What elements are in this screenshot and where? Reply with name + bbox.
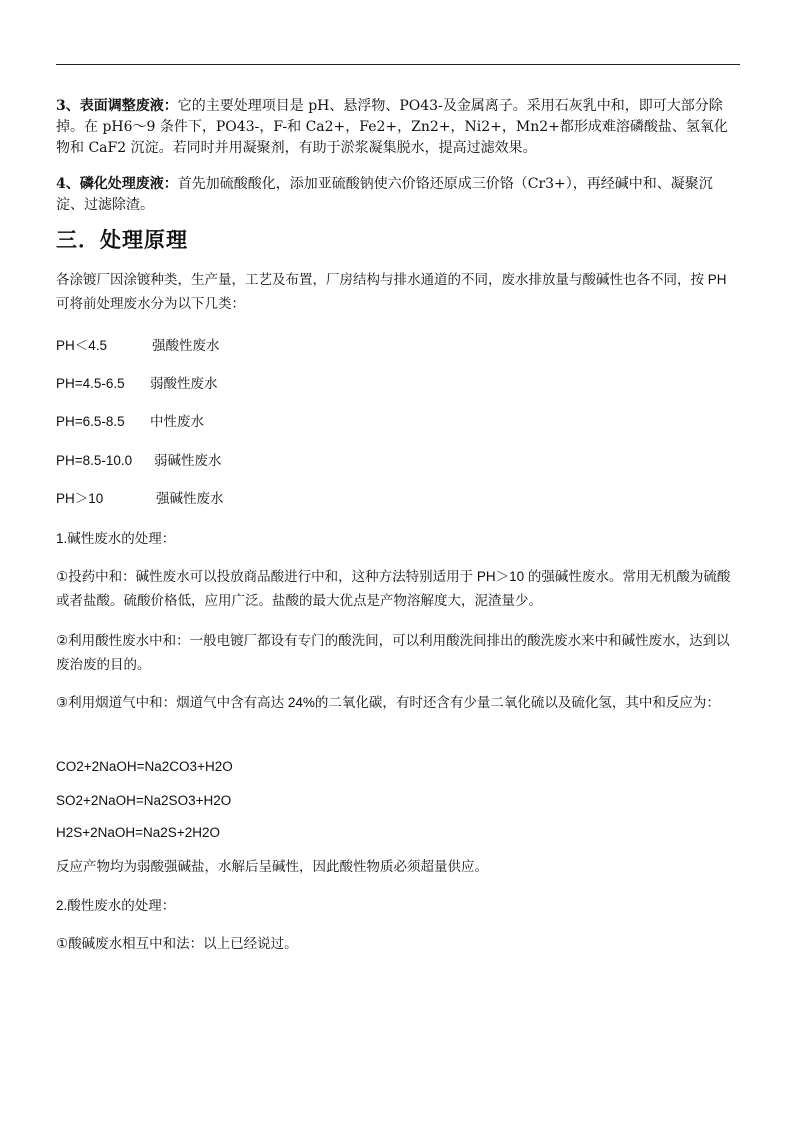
ph-label: 弱碱性废水 (154, 453, 222, 468)
ph-label: 强酸性废水 (152, 338, 220, 353)
equation: H2S+2NaOH=Na2S+2H2O (56, 825, 220, 840)
ph-label: 弱酸性废水 (150, 376, 218, 391)
ph-class-row (56, 451, 222, 471)
ph-label: 中性废水 (150, 414, 204, 429)
ph-range: PH=6.5-8.5 (56, 414, 125, 429)
equation: CO2+2NaOH=Na2CO3+H2O (56, 759, 233, 774)
alkaline-conclusion: 反应产物均为弱酸强碱盐，水解后呈碱性，因此酸性物质必须超量供应。 (56, 859, 488, 874)
ph-class-row (56, 412, 204, 432)
header-rule (56, 64, 740, 65)
ph-range: PH＞10 (56, 491, 104, 506)
section-3-paragraph (56, 96, 740, 159)
equation: SO2+2NaOH=Na2SO3+H2O (56, 793, 232, 808)
alkaline-title: 1.碱性废水的处理： (56, 531, 176, 546)
alkaline-item-3: ③利用烟道气中和：烟道气中含有高达 24%的二氧化碳，有时还含有少量二氧化硫以及硫化氢，其中和反应为： (56, 695, 720, 710)
section-heading: 三．处理原理 (56, 229, 188, 252)
intro-paragraph: 各涂镀厂因涂镀种类，生产量，工艺及布置，厂房结构与排水通道的不同，废水排放量与酸碱性也各不同，按 PH 可将前处理废水分为以下几类： (56, 272, 727, 311)
section-4-paragraph (56, 174, 740, 216)
ph-class-row (56, 336, 220, 356)
ph-range: PH＜4.5 (56, 338, 108, 353)
ph-range: PH=8.5-10.0 (56, 453, 133, 468)
alkaline-item-1: ①投药中和：碱性废水可以投放商品酸进行中和，这种方法特别适用于 PH＞10 的强碱性废水。常用无机酸为硫酸或者盐酸。硫酸价格低，应用广泛。盐酸的最大优点是产物溶解度大，泥渣量少。 (56, 569, 731, 608)
ph-class-row (56, 489, 224, 509)
acidic-item-1: ①酸碱废水相互中和法：以上已经说过。 (56, 936, 298, 951)
section-4-body: 首先加硫酸酸化，添加亚硫酸钠使六价铬还原成三价铬（Cr3+），再经碱中和、凝聚沉淀、过滤除渣。 (56, 176, 713, 213)
alkaline-item-2: ②利用酸性废水中和：一般电镀厂都设有专门的酸洗间，可以利用酸洗间排出的酸洗废水来中和碱性废水，达到以废治废的目的。 (56, 633, 730, 672)
section-4-lead: 4、磷化处理废液： (56, 176, 178, 192)
ph-range: PH=4.5-6.5 (56, 376, 125, 391)
ph-class-row (56, 374, 218, 394)
section-3-body: 它的主要处理项目是 pH、悬浮物、PO43-及金属离子。采用石灰乳中和，即可大部分除掉。在 pH6～9 条件下，PO43-，F-和 Ca2+，Fe2+，Zn2+，Ni2+，Mn2+都形成难溶磷酸盐、氢氧化物和 CaF2 沉淀。若同时并用凝聚剂，有助于淤浆凝集脱水，提高过滤效果。 (56, 98, 728, 156)
ph-label: 强碱性废水 (156, 491, 224, 506)
acidic-title: 2.酸性废水的处理： (56, 898, 176, 913)
section-3-lead: 3、表面调整废液： (56, 98, 178, 114)
